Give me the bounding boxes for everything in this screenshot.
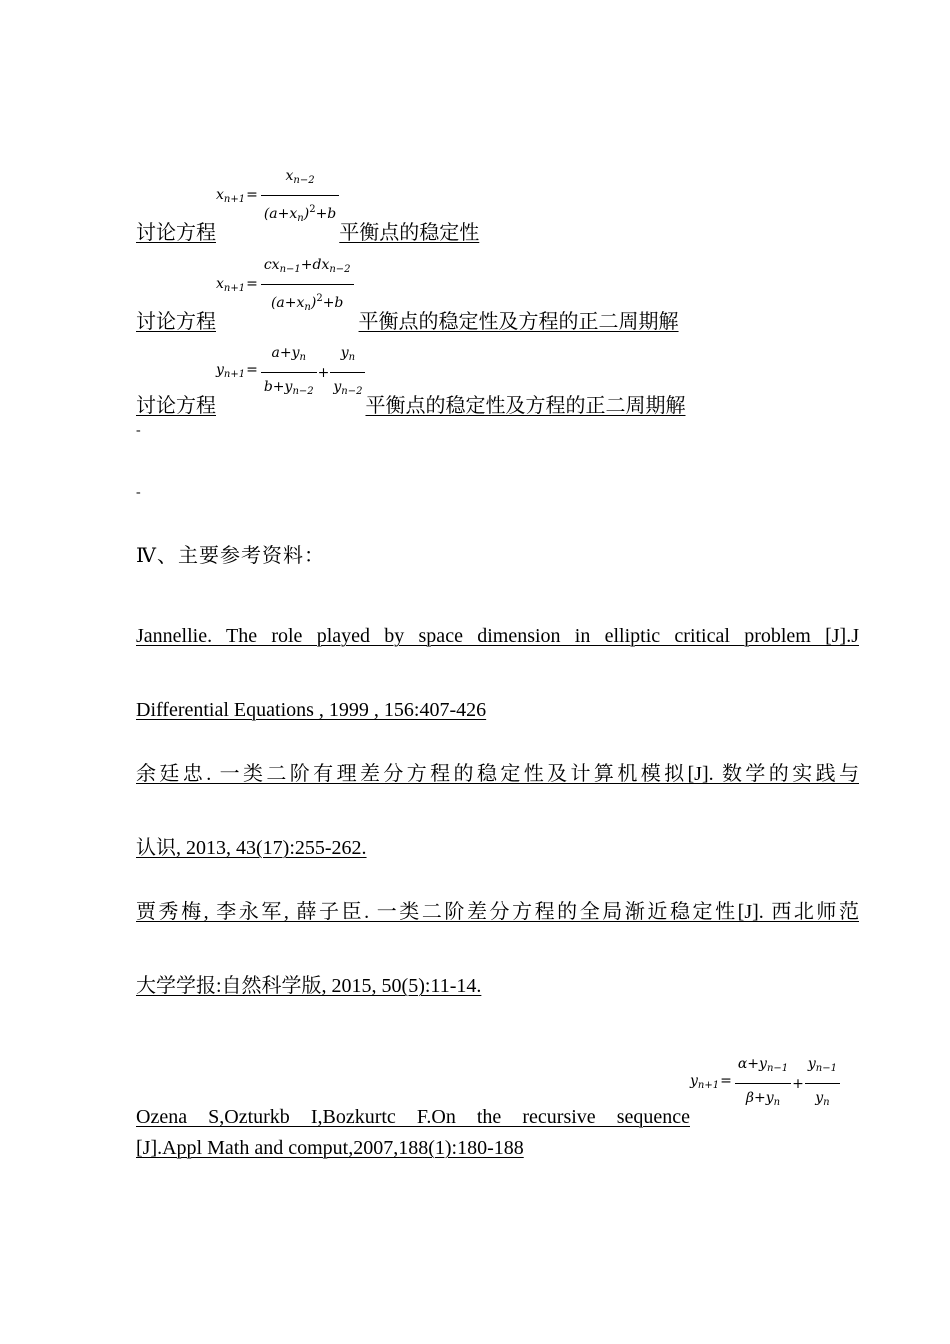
discussion-prefix: 讨论方程 — [136, 311, 216, 333]
discussion-suffix: 平衡点的稳定性及方程的正二周期解 — [358, 311, 679, 333]
reference-4-text: Ozena S,Ozturkb I,Bozkurtc F.On the recursive sequence — [136, 1106, 690, 1128]
discussion-line-1 — [136, 168, 480, 245]
dash-marker: - — [136, 485, 141, 500]
reference-3-line-2: 大学学报:自然科学版, 2015, 50(5):11-14. — [136, 975, 482, 997]
reference-1-line-2: Differential Equations , 1999 , 156:407-426 — [136, 699, 487, 721]
equation-2: $x_{n+1}=$ $\frac{cx_{n-1}+dx_{n-2}}{(a+x_n)^2+b}$ — [216, 253, 354, 320]
equation-4: $y_{n+1}=$ $\frac{\alpha+y_{n-1}}{\beta+y_n}$ + $\frac{y_{n-1}}{y_n}$ — [690, 1052, 840, 1115]
reference-4-line-1 — [136, 1056, 840, 1129]
dash-marker: - — [136, 423, 141, 438]
equation-1: $x_{n+1}=$ $\frac{x_{n-2}}{(a+x_n)^2+b}$ — [216, 164, 339, 231]
reference-2-line-1: 余廷忠. 一类二阶有理差分方程的稳定性及计算机模拟[J]. 数学的实践与 — [136, 763, 859, 785]
equation-3: $y_{n+1}=$ $\frac{a+y_n}{b+y_{n-2}}$ + $\frac{y_n}{y_{n-2}}$ — [216, 341, 365, 404]
reference-4-line-2: [J].Appl Math and comput,2007,188(1):180-188 — [136, 1137, 524, 1159]
reference-2-line-2: 认识, 2013, 43(17):255-262. — [136, 837, 367, 859]
discussion-line-3 — [136, 345, 686, 418]
reference-1-line-1: Jannellie. The role played by space dimension in elliptic critical problem [J].J — [136, 625, 859, 647]
discussion-line-2 — [136, 257, 679, 334]
discussion-suffix: 平衡点的稳定性 — [339, 222, 480, 244]
discussion-suffix: 平衡点的稳定性及方程的正二周期解 — [365, 395, 686, 417]
discussion-prefix: 讨论方程 — [136, 395, 216, 417]
reference-3-line-1: 贾秀梅, 李永军, 薛子臣. 一类二阶差分方程的全局渐近稳定性[J]. 西北师范 — [136, 901, 859, 923]
discussion-prefix: 讨论方程 — [136, 222, 216, 244]
references-heading: Ⅳ、主要参考资料： — [136, 545, 325, 567]
